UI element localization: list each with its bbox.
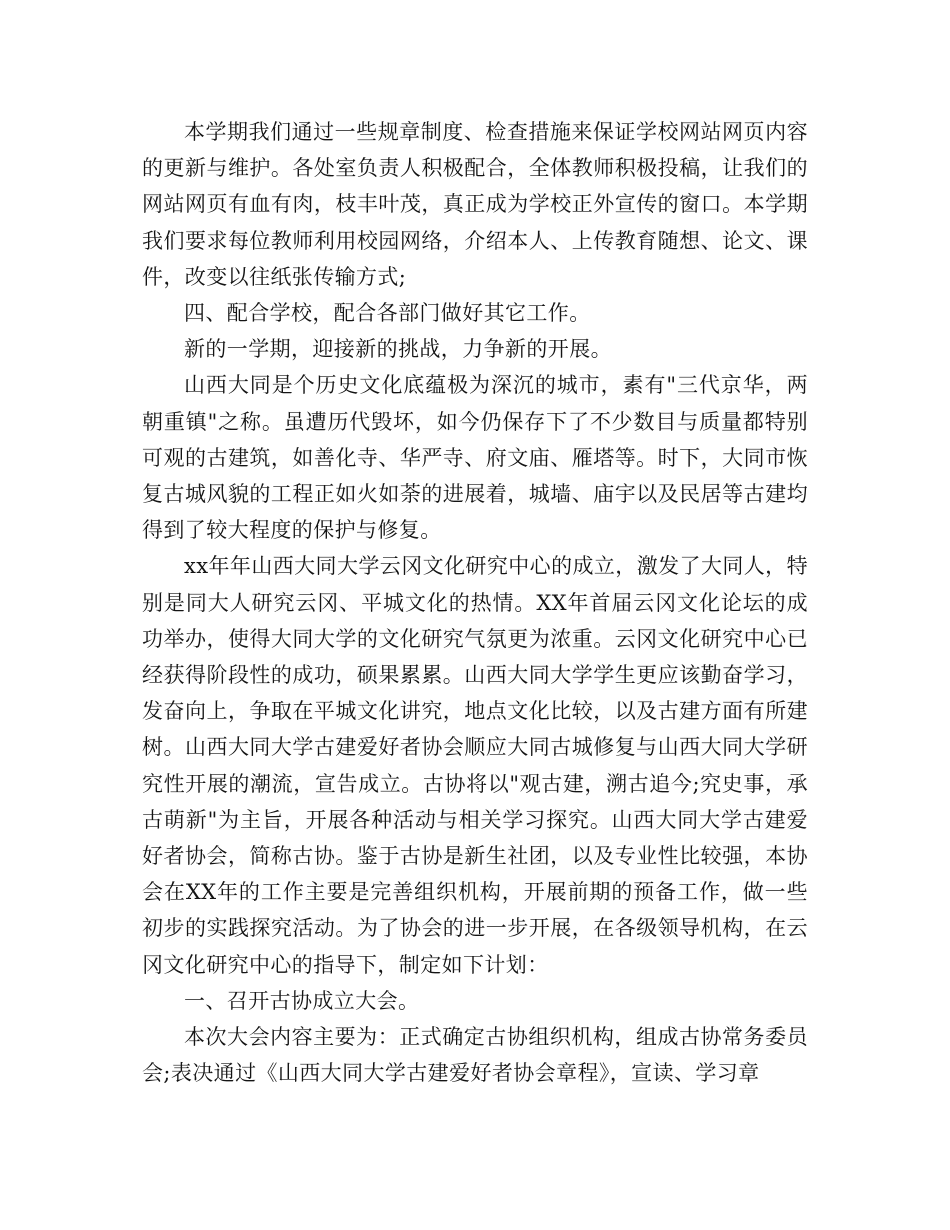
document-body bbox=[142, 114, 808, 1091]
paragraph-website-maintenance: 本学期我们通过一些规章制度、检查措施来保证学校网站网页内容的更新与维护。各处室负责人积极配合，全体教师积极投稿，让我们的网站网页有血有肉，枝丰叶茂，真正成为学校正外宣传的窗口。本学期我们要求每位教师利用校园网络，介绍本人、上传教育随想、论文、课件，改变以往纸张传输方式; bbox=[142, 120, 808, 289]
paragraph-association-founding: xx年年山西大同大学云冈文化研究中心的成立，激发了大同人，特别是同大人研究云冈、平城文化的热情。XX年首届云冈文化论坛的成功举办，使得大同大学的文化研究气氛更为浓重。云冈文化研究中心已经获得阶段性的成功，硕果累累。山西大同大学学生更应该勤奋学习，发奋向上，争取在平城文化讲究，地点文化比较，以及古建方面有所建树。山西大同大学古建爱好者协会顺应大同古城修复与山西大同大学研究性开展的潮流，宣告成立。古协将以"观古建，溯古追今;究史事，承古萌新"为主旨，开展各种活动与相关学习探究。山西大同大学古建爱好者协会，简称古协。鉴于古协是新生社团，以及专业性比较强，本协会在XX年的工作主要是完善组织机构，开展前期的预备工作，做一些初步的实践探究活动。为了协会的进一步开展，在各级领导机构，在云冈文化研究中心的指导下，制定如下计划： bbox=[142, 554, 808, 977]
paragraph-meeting-content: 本次大会内容主要为：正式确定古协组织机构，组成古协常务委员会;表决通过《山西大同大学古建爱好者协会章程》，宣读、学习章 bbox=[142, 1025, 808, 1086]
paragraph-item-one: 一、召开古协成立大会。 bbox=[184, 988, 420, 1013]
paragraph-item-four: 四、配合学校，配合各部门做好其它工作。 bbox=[184, 301, 591, 326]
paragraph-new-semester: 新的一学期，迎接新的挑战，力争新的开展。 bbox=[184, 337, 612, 362]
paragraph-datong-history: 山西大同是个历史文化底蕴极为深沉的城市，素有"三代京华，两朝重镇"之称。虽遭历代毁坏，如今仍保存下了不少数目与质量都特别可观的古建筑，如善化寺、华严寺、府文庙、雁塔等。时下，大同市恢复古城风貌的工程正如火如荼的进展着，城墙、庙宇以及民居等古建均得到了较大程度的保护与修复。 bbox=[142, 373, 808, 543]
